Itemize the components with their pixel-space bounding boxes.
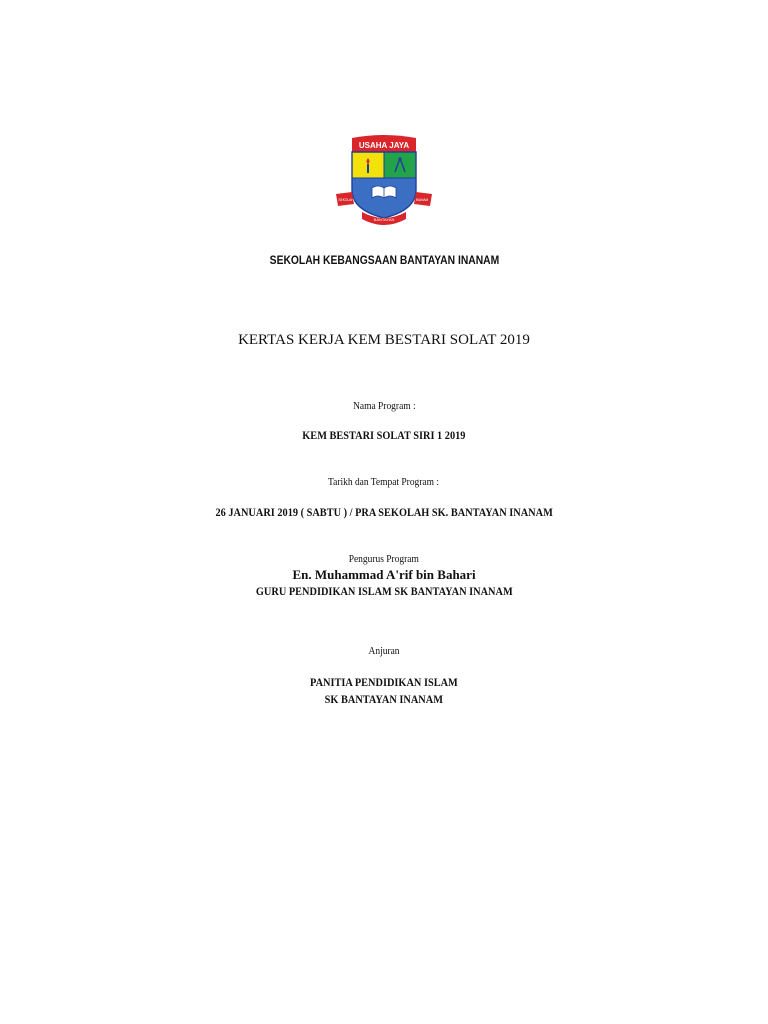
host-line-2: SK BANTAYAN INANAM xyxy=(324,692,444,706)
school-crest-logo xyxy=(332,134,436,226)
program-name-value: KEM BESTARI SOLAT SIRI 1 2019 xyxy=(302,428,466,442)
crest-ribbon-center: BANTAYAN xyxy=(373,217,395,222)
organizer-name: En. Muhammad A'rif bin Bahari xyxy=(292,567,476,582)
crest-motto: USAHA JAYA xyxy=(358,141,410,150)
crest-ribbon-right: INANAM xyxy=(415,198,429,202)
program-name-label: Nama Program : xyxy=(352,400,416,412)
date-place-value: 26 JANUARI 2019 ( SABTU ) / PRA SEKOLAH SK. BANTAYAN INANAM xyxy=(215,505,553,519)
crest-ribbon-left: SEKOLAH xyxy=(338,198,354,202)
document-title: KERTAS KERJA KEM BESTARI SOLAT 2019 xyxy=(238,332,530,348)
organizer-position: GURU PENDIDIKAN ISLAM SK BANTAYAN INANAM xyxy=(255,584,513,598)
organizer-label: Pengurus Program xyxy=(348,553,420,565)
school-name: SEKOLAH KEBANGSAAN BANTAYAN INANAM xyxy=(269,253,499,267)
date-place-label: Tarikh dan Tempat Program : xyxy=(328,476,440,488)
host-label: Anjuran xyxy=(368,645,400,657)
host-line-1: PANITIA PENDIDIKAN ISLAM xyxy=(310,675,458,689)
